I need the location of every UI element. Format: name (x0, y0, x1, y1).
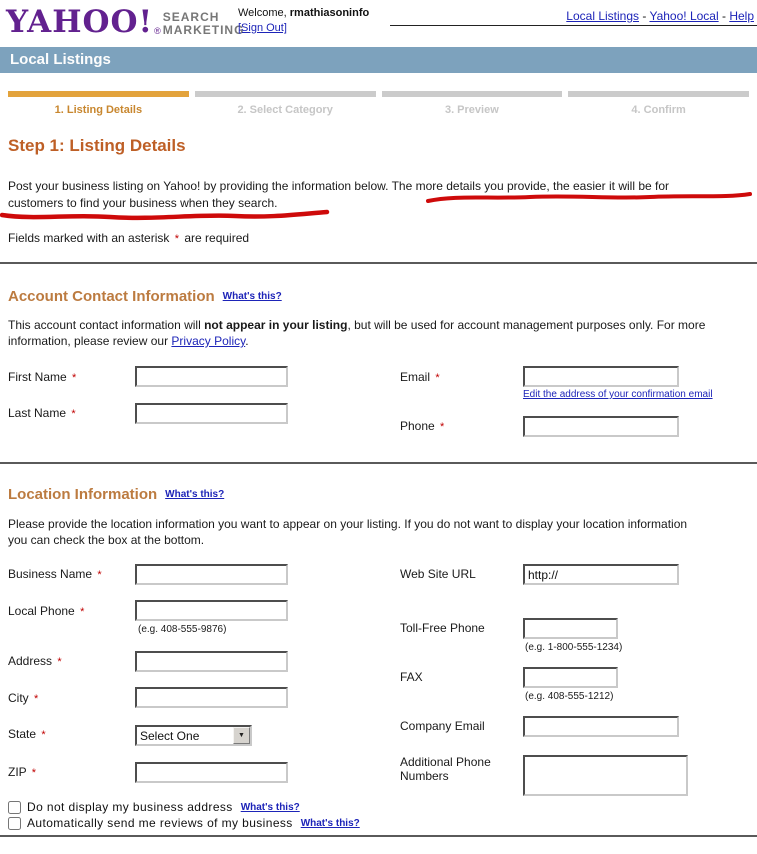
company-email-input[interactable] (523, 716, 679, 737)
welcome-text: Welcome, rmathiasoninfo (238, 7, 370, 19)
step-heading: Step 1: Listing Details (8, 136, 186, 155)
account-section-description: This account contact information will not appear in your listing, but will be used for account management purposes only. For more information, please review our Privacy Policy. (8, 318, 706, 348)
required-fields-note: Fields marked with an asterisk * are required (8, 231, 250, 245)
zip-label: ZIP * (8, 765, 37, 779)
toll-free-phone-label: Toll-Free Phone (400, 621, 485, 635)
registered-mark-icon: ® (154, 26, 161, 36)
progress-steps (8, 91, 749, 116)
title-bar (0, 47, 757, 73)
step-bar (195, 91, 376, 97)
last-name-label: Last Name * (8, 406, 76, 420)
step-select-category[interactable]: 2. Select Category (195, 91, 376, 116)
website-url-input[interactable] (523, 564, 679, 585)
state-label: State * (8, 727, 46, 741)
hide-address-checkbox[interactable] (8, 801, 21, 814)
zip-input[interactable] (135, 762, 288, 783)
logo-subtitle-marketing: MARKETING (162, 23, 245, 37)
local-phone-hint: (e.g. 408-555-9876) (138, 624, 227, 635)
header-divider (390, 25, 757, 26)
section-divider (0, 262, 757, 264)
business-name-input[interactable] (135, 564, 288, 585)
step-listing-details[interactable]: 1. Listing Details (8, 91, 189, 116)
email-label: Email * (400, 370, 440, 384)
location-section-description: Please provide the location information you want to appear on your listing. If you do not want to display your location information you can check the box at the bottom. (8, 517, 688, 547)
dropdown-arrow-icon: ▼ (233, 727, 250, 744)
account-section-heading: Account Contact Information What's this? (8, 288, 282, 305)
privacy-policy-link[interactable]: Privacy Policy (171, 334, 246, 348)
step-confirm[interactable]: 4. Confirm (568, 91, 749, 116)
additional-phone-numbers-textarea[interactable] (523, 755, 688, 796)
send-reviews-whats-this-link[interactable]: What's this? (300, 817, 360, 829)
state-select[interactable]: Select One ▼ (135, 725, 252, 746)
location-section-heading: Location Information What's this? (8, 486, 225, 503)
bottom-divider (0, 835, 757, 837)
yahoo-logo-text: YAHOO! (6, 4, 154, 40)
logo-subtitle-search: SEARCH (162, 10, 220, 24)
send-reviews-row: Automatically send me reviews of my business What's this? (8, 816, 360, 830)
additional-phone-numbers-label: Additional Phone Numbers (400, 755, 491, 783)
hide-address-row: Do not display my business address What's this? (8, 800, 300, 814)
nav-local-listings-link[interactable]: Local Listings (566, 9, 640, 23)
section-divider (0, 462, 757, 464)
asterisk: * (174, 233, 180, 245)
local-phone-label: Local Phone * (8, 604, 85, 618)
top-nav: Local Listings - Yahoo! Local - Help (566, 9, 754, 23)
business-name-label: Business Name * (8, 567, 102, 581)
company-email-label: Company Email (400, 719, 485, 733)
yahoo-search-marketing-logo[interactable] (6, 6, 244, 38)
send-reviews-checkbox[interactable] (8, 817, 21, 830)
step-preview[interactable]: 3. Preview (382, 91, 563, 116)
step-bar (382, 91, 563, 97)
first-name-label: First Name * (8, 370, 77, 384)
intro-paragraph: Post your business listing on Yahoo! by providing the information below. The more details you provide, the easier it will be for customers to find your business when they search. (8, 179, 670, 210)
fax-input[interactable] (523, 667, 618, 688)
hide-address-whats-this-link[interactable]: What's this? (240, 801, 300, 813)
toll-free-phone-hint: (e.g. 1-800-555-1234) (525, 642, 623, 653)
fax-label: FAX (400, 670, 423, 684)
website-url-label: Web Site URL (400, 567, 476, 581)
address-input[interactable] (135, 651, 288, 672)
address-label: Address * (8, 654, 62, 668)
local-phone-input[interactable] (135, 600, 288, 621)
fax-hint: (e.g. 408-555-1212) (525, 691, 614, 702)
account-whats-this-link[interactable]: What's this? (222, 291, 282, 302)
first-name-input[interactable] (135, 366, 288, 387)
step-bar-active (8, 91, 189, 97)
toll-free-phone-input[interactable] (523, 618, 618, 639)
last-name-input[interactable] (135, 403, 288, 424)
city-label: City * (8, 691, 39, 705)
username: rmathiasoninfo (289, 7, 370, 19)
phone-label: Phone * (400, 419, 445, 433)
email-input[interactable] (523, 366, 679, 387)
phone-input[interactable] (523, 416, 679, 437)
nav-yahoo-local-link[interactable]: Yahoo! Local (649, 9, 719, 23)
nav-help-link[interactable]: Help (729, 9, 754, 23)
step-bar (568, 91, 749, 97)
city-input[interactable] (135, 687, 288, 708)
edit-confirmation-email-link[interactable]: Edit the address of your confirmation email (523, 389, 713, 400)
location-whats-this-link[interactable]: What's this? (165, 489, 225, 500)
sign-out-link[interactable]: [Sign Out] (238, 22, 287, 34)
page-title: Local Listings (10, 51, 111, 68)
